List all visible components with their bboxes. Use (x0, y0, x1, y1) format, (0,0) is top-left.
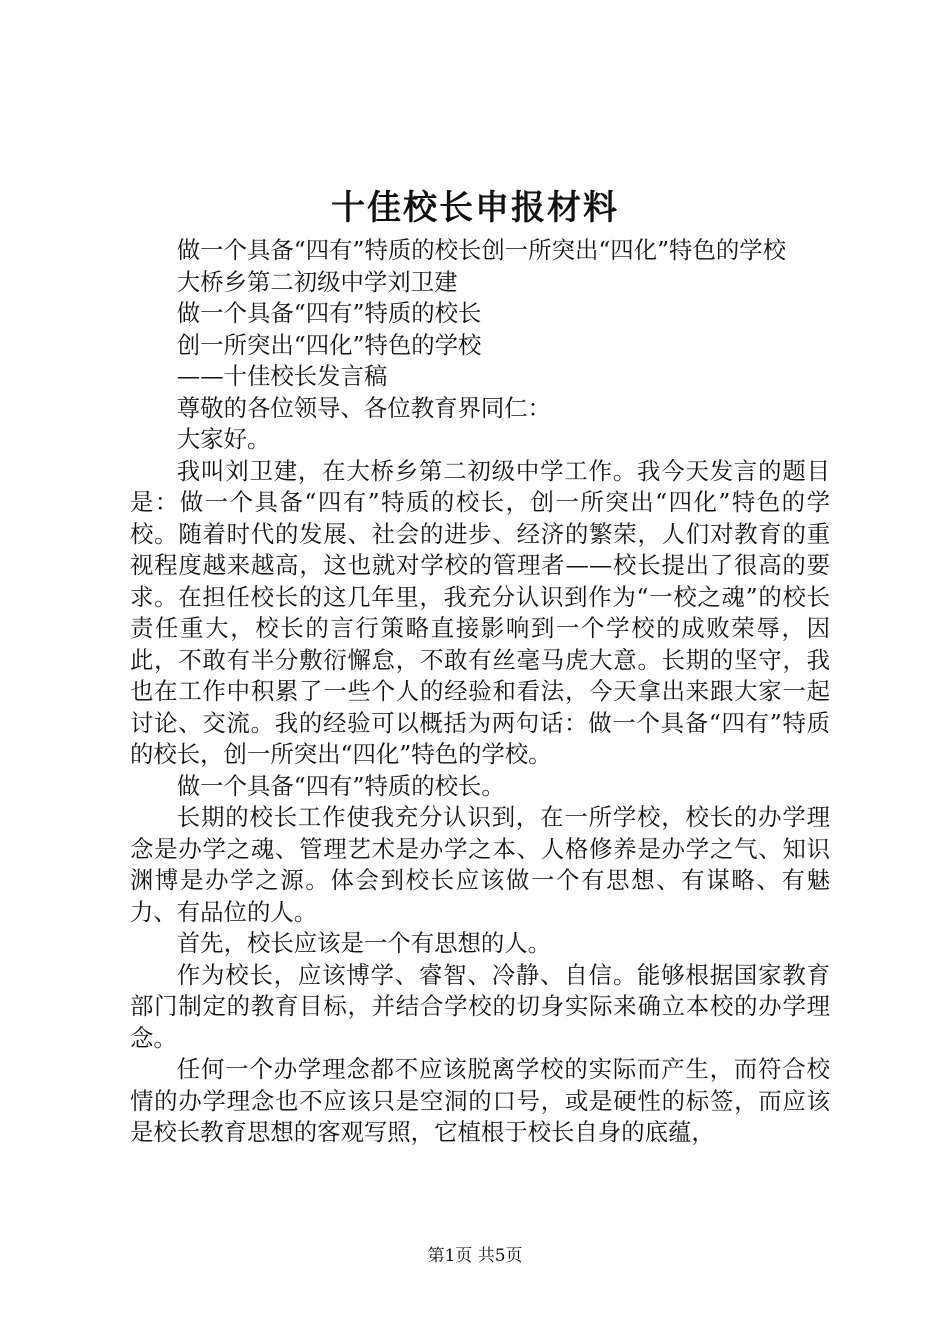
paragraph: 作为校长，应该博学、睿智、冷静、自信。能够根据国家教育部门制定的教育目标，并结合学校的切身实际来确立本校的办学理念。 (130, 960, 830, 1052)
paragraph: 长期的校长工作使我充分认识到，在一所学校，校长的办学理念是办学之魂、管理艺术是办学之本、人格修养是办学之气、知识渊博是办学之源。体会到校长应该做一个有思想、有谋略、有魅力、有品位的人。 (130, 803, 830, 926)
paragraph: 做一个具备“四有”特质的校长。 (176, 771, 505, 800)
document-title: 十佳校长申报材料 (331, 188, 619, 228)
paragraph: ——十佳校长发言稿 (176, 362, 388, 390)
paragraph: 大家好。 (176, 425, 271, 453)
document-body (130, 235, 830, 1149)
paragraph: 做一个具备“四有”特质的校长 (176, 299, 482, 327)
paragraph: 做一个具备“四有”特质的校长创一所突出“四化”特色的学校 (176, 236, 787, 264)
paragraph: 尊敬的各位领导、各位教育界同仁： (176, 393, 552, 422)
paragraph: 创一所突出“四化”特色的学校 (176, 330, 482, 359)
paragraph: 我叫刘卫建，在大桥乡第二初级中学工作。我今天发言的题目是：做一个具备“四有”特质的校长，创一所突出“四化”特色的学校。随着时代的发展、社会的进步、经济的繁荣，人们对教育的重视程度越来越高，这也就对学校的管理者——校长提出了很高的要求。在担任校长的这几年里，我充分认识到作为“一校之魂”的校长责任重大，校长的言行策略直接影响到一个学校的成败荣辱，因此，不敢有半分敷衍懈怠，不敢有丝毫马虎大意。长期的坚守，我也在工作中积累了一些个人的经验和看法，今天拿出来跟大家一起讨论、交流。我的经验可以概括为两句话：做一个具备“四有”特质的校长，创一所突出“四化”特色的学校。 (130, 456, 830, 768)
paragraph: 大桥乡第二初级中学刘卫建 (176, 267, 458, 296)
paragraph: 任何一个办学理念都不应该脱离学校的实际而产生，而符合校情的办学理念也不应该只是空洞的口号，或是硬性的标签，而应该是校长教育思想的客观写照，它植根于校长自身的底蕴， (130, 1055, 830, 1146)
page-footer: 第1页 共5页 (427, 1246, 523, 1266)
paragraph: 首先，校长应该是一个有思想的人。 (176, 929, 552, 957)
